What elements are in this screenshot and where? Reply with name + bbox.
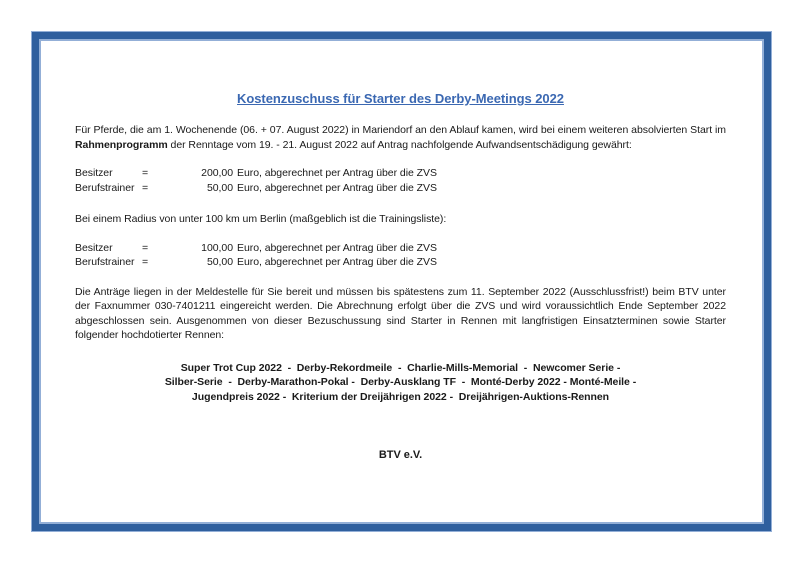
application-paragraph: Die Anträge liegen in der Meldestelle für Sie bereit und müssen bis spätestens zum 11. September 2022 (Ausschlussfrist!) beim BTV unter der Faxnummer 030-7401211 eingereicht werden. Die Abrechnung erfolgt über die ZVS und wird voraussichtlich Ende September 2022 abgeschlossen sein. Ausgenommen von dieser Bezuschussung sind Starter in Rennen mit langfristigen Einsatzterminen sowie Starter folgender hochdotierter Rennen: <box>75 285 726 341</box>
intro-text-bold: Rahmenprogramm <box>75 138 168 151</box>
row-label: Besitzer <box>75 241 113 254</box>
radius-note: Bei einem Radius von unter 100 km um Berlin (maßgeblich ist die Trainingsliste): <box>75 213 447 225</box>
row-text: Euro, abgerechnet per Antrag über die ZVS <box>237 241 437 254</box>
document-border-inner-band <box>32 32 771 531</box>
table-row <box>75 255 726 270</box>
intro-text-before: Für Pferde, die am 1. Wochenende (06. + 07. August 2022) in Mariendorf an den Ablauf kamen, wird bei einem weiteren absolvierten Start im <box>75 124 726 136</box>
race-line: Silber-Serie - Derby-Marathon-Pokal - Derby-Ausklang TF - Monté-Derby 2022 - Monté-Meile - <box>164 376 637 388</box>
row-text: Euro, abgerechnet per Antrag über die ZVS <box>237 181 437 194</box>
row-label: Berufstrainer <box>75 181 135 194</box>
row-amount: 50,00 <box>206 256 233 268</box>
document-page <box>39 39 764 524</box>
document-border-frame <box>31 31 772 532</box>
allowance-table-1 <box>75 166 726 195</box>
race-line: Super Trot Cup 2022 - Derby-Rekordmeile - Charlie-Mills-Memorial - Newcomer Serie - <box>180 361 621 374</box>
row-label: Besitzer <box>75 167 113 179</box>
table-row <box>75 166 726 181</box>
row-amount: 50,00 <box>206 181 233 194</box>
signature: BTV e.V. <box>378 449 423 461</box>
intro-text-after: der Renntage vom 19. - 21. August 2022 auf Antrag nachfolgende Aufwandsentschädigung gewährt: <box>167 138 632 151</box>
row-amount: 100,00 <box>201 241 233 254</box>
allowance-table-2 <box>75 241 726 270</box>
row-text: Euro, abgerechnet per Antrag über die ZVS <box>237 256 437 268</box>
row-equals: = <box>142 256 149 268</box>
row-label: Berufstrainer <box>75 256 135 268</box>
document-title: Kostenzuschuss für Starter des Derby-Meetings 2022 <box>237 91 564 106</box>
row-equals: = <box>142 241 149 254</box>
race-line: Jugendpreis 2022 - Kriterium der Dreijährigen 2022 - Dreijährigen-Auktions-Rennen <box>191 390 610 403</box>
excluded-races-list <box>75 361 726 405</box>
intro-paragraph <box>75 123 726 152</box>
row-text: Euro, abgerechnet per Antrag über die ZVS <box>237 167 437 179</box>
row-equals: = <box>142 181 149 194</box>
row-amount: 200,00 <box>201 167 233 179</box>
table-row <box>75 241 726 256</box>
row-equals: = <box>142 167 149 179</box>
table-row <box>75 181 726 196</box>
document-content <box>41 41 762 463</box>
